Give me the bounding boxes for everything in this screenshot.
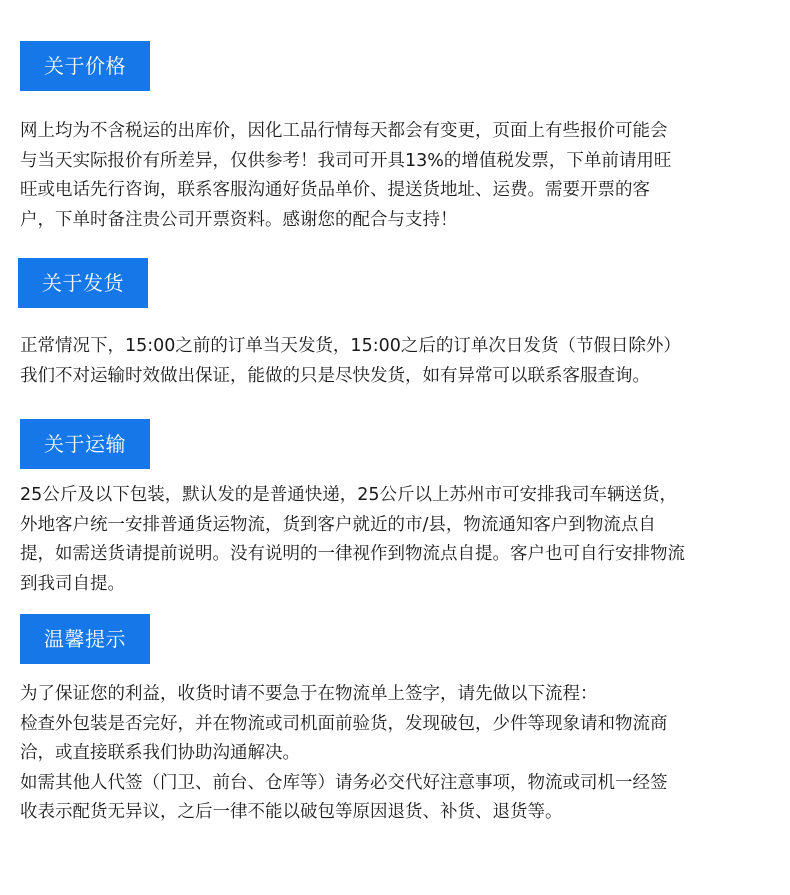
text-line: 洽，或直接联系我们协助沟通解决。 xyxy=(20,743,300,763)
text-line: 我们不对运输时效做出保证，能做的只是尽快发货，如有异常可以联系客服查询。 xyxy=(20,365,650,386)
text-line: 检查外包装是否完好，并在物流或司机面前验货，发现破包，少件等现象请和物流商 xyxy=(20,713,668,734)
text-line: 网上均为不含税运的出库价，因化工品行情每天都会有变更，页面上有些报价可能会 xyxy=(20,121,668,141)
text-line: 为了保证您的利益，收货时请不要急于在物流单上签字，请先做以下流程： xyxy=(20,684,598,704)
section-title-tips: 温馨提示 xyxy=(20,614,150,664)
text-line: 收表示配货无异议，之后一律不能以破包等原因退货、补货、退货等。 xyxy=(20,802,563,822)
section-title-shipping: 关于发货 xyxy=(18,258,148,308)
text-line: 旺或电话先行咨询，联系客服沟通好货品单价、提送货地址、运费。需要开票的客 xyxy=(20,180,650,200)
pricing-text xyxy=(20,117,786,235)
text-line: 25公斤及以下包装，默认发的是普通快递，25公斤以上苏州市可安排我司车辆送货， xyxy=(20,485,678,505)
text-line: 户，下单时备注贵公司开票资料。感谢您的配合与支持！ xyxy=(20,209,458,230)
section-title-pricing: 关于价格 xyxy=(20,41,150,91)
section-title-transport: 关于运输 xyxy=(20,419,150,469)
transport-text xyxy=(20,481,786,599)
tips-text xyxy=(20,680,786,828)
text-line: 如需其他人代签（门卫、前台、仓库等）请务必交代好注意事项，物流或司机一经签 xyxy=(20,772,668,793)
text-line: 正常情况下，15:00之前的订单当天发货，15:00之后的订单次日发货（节假日除外） xyxy=(20,336,681,356)
text-line: 外地客户统一安排普通货运物流，货到客户就近的市/县，物流通知客户到物流点自 xyxy=(20,514,656,535)
shipping-text xyxy=(20,332,786,391)
text-line: 到我司自提。 xyxy=(20,573,125,594)
text-line: 提，如需送货请提前说明。没有说明的一律视作到物流点自提。客户也可自行安排物流 xyxy=(20,544,685,564)
text-line: 与当天实际报价有所差异，仅供参考！我司可开具13%的增值税发票，下单前请用旺 xyxy=(20,150,672,171)
